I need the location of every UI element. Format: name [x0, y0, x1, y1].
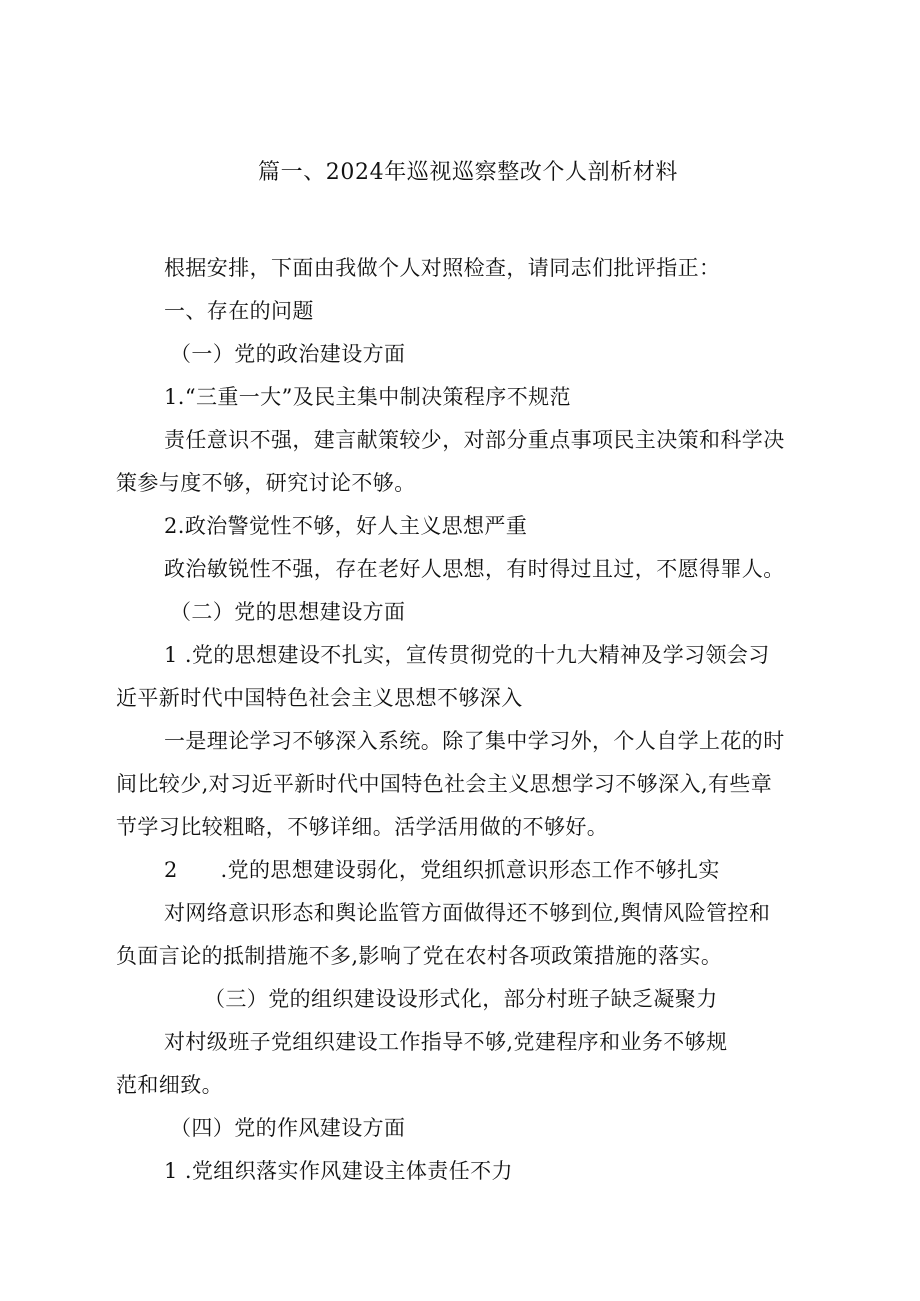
item-heading-continued: 近平新时代中国特色社会主义思想不够深入: [116, 686, 523, 710]
subsection-heading: （三）党的组织建设设形式化，部分村班子缺乏凝聚力: [204, 987, 718, 1011]
paragraph-line: 节学习比较粗略，不够详细。活学活用做的不够好。: [116, 815, 609, 839]
paragraph-line: 策参与度不够，研究讨论不够。: [116, 471, 416, 495]
paragraph-line: 根据安排，下面由我做个人对照检查，请同志们批评指正：: [164, 256, 721, 280]
subsection-heading: （二）党的思想建设方面: [170, 600, 406, 624]
item-heading: 2.政治警觉性不够，好人主义思想严重: [164, 514, 528, 538]
paragraph-line: 范和细致。: [116, 1073, 223, 1097]
item-heading: 1.“三重一大”及民主集中制决策程序不规范: [164, 385, 571, 409]
paragraph-line: 一是理论学习不够深入系统。除了集中学习外，个人自学上花的时: [164, 729, 785, 753]
subsection-heading: （一）党的政治建设方面: [170, 342, 406, 366]
section-heading: 一、存在的问题: [164, 299, 314, 323]
paragraph-line: 对网络意识形态和舆论监管方面做得还不够到位,舆情风险管控和: [164, 901, 771, 925]
item-heading: 2 .党的思想建设弱化，党组织抓意识形态工作不够扎实: [164, 858, 720, 882]
item-heading: 1 .党组织落实作风建设主体责任不力: [164, 1159, 513, 1183]
item-heading: 1 .党的思想建设不扎实，宣传贯彻党的十九大精神及学习领会习: [164, 643, 770, 667]
paragraph-line: 负面言论的抵制措施不多,影响了党在农村各项政策措施的落实。: [116, 944, 723, 968]
subsection-heading: （四）党的作风建设方面: [170, 1116, 406, 1140]
paragraph-line: 对村级班子党组织建设工作指导不够,党建程序和业务不够规: [164, 1030, 728, 1054]
paragraph-line: 政治敏锐性不强，存在老好人思想，有时得过且过，不愿得罪人。: [164, 557, 785, 581]
document-title: 篇一、2024年巡视巡察整改个人剖析材料: [258, 160, 678, 185]
paragraph-line: 责任意识不强，建言献策较少，对部分重点事项民主决策和科学决: [164, 428, 785, 452]
paragraph-line: 间比较少,对习近平新时代中国特色社会主义思想学习不够深入,有些章: [116, 772, 773, 796]
